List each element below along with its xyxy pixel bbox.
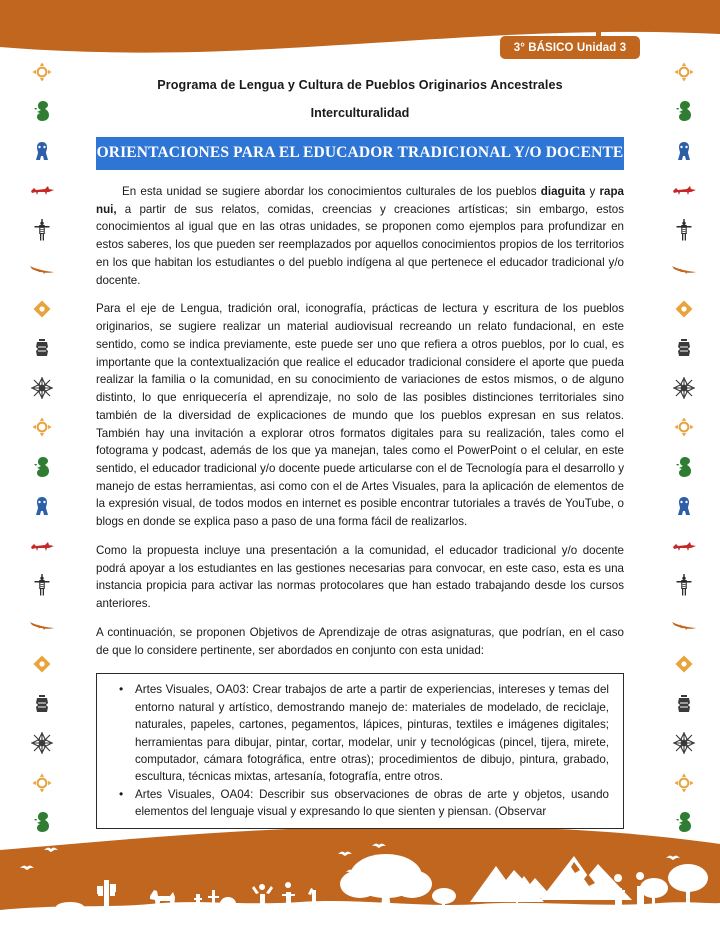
page-title: Programa de Lengua y Cultura de Pueblos Originarios Ancestrales [157, 78, 563, 92]
canoe-motif-icon [6, 605, 78, 645]
starburst-motif-icon [648, 724, 720, 764]
top-decorative-band [0, 0, 720, 70]
bird-motif-icon [648, 92, 720, 132]
figure-motif-icon [6, 487, 78, 527]
bird-motif-icon [6, 447, 78, 487]
diamond-motif-icon [6, 289, 78, 329]
list-item: • Artes Visuales, OA04: Describir sus observaciones de obras de arte y objetos, usando elementos del lenguaje visual y expresando lo que sienten y piensan. (Observar [135, 786, 609, 821]
fox-motif-icon [648, 171, 720, 211]
human-motif-icon [648, 210, 720, 250]
vessel-motif-icon [6, 329, 78, 369]
canoe-motif-icon [648, 250, 720, 290]
fox-motif-icon [6, 526, 78, 566]
people-rapa-nui: rapa nui, [96, 185, 624, 216]
diamond-motif-icon [648, 289, 720, 329]
starburst-motif-icon [6, 368, 78, 408]
people-diaguita: diaguita [540, 185, 586, 198]
bottom-landscape-band [0, 824, 720, 932]
paragraph-3: Como la propuesta incluye una presentación a la comunidad, el educador tradicional y/o docente podrá apoyar a los estudiantes en las gestiones necesarias para convocar, en este caso, esta es una instancia propicia para activar las normas protocolares que han estado trabajando desde los cursos anteriores. [96, 543, 624, 611]
sun-motif-icon [6, 408, 78, 448]
starburst-motif-icon [6, 724, 78, 764]
list-item: • Artes Visuales, OA03: Crear trabajos de arte a partir de experiencias, intereses y temas del entorno natural y artístico, demostrando manejo de: materiales de modelado, de reciclaje, naturales, papeles, cartones, pegamentos, lápices, pinturas, textiles e imágenes digitales; herramientas para dibujar, pintar, cortar, modelar, unir y tecnológicas (pincel, tijera, mirete, computador, cámara fotográfica, entre otras); procedimientos de dibujo, pintura, grabado, escultura, técnicas mixtas, artesanía, fotografía, entre otros. [135, 681, 609, 785]
sun-motif-icon [648, 408, 720, 448]
left-motif-column [6, 52, 78, 842]
document-content [96, 78, 624, 829]
bird-motif-icon [6, 92, 78, 132]
canoe-motif-icon [648, 605, 720, 645]
human-motif-icon [648, 566, 720, 606]
vessel-motif-icon [648, 684, 720, 724]
paragraph-1 [96, 183, 624, 289]
human-motif-icon [6, 210, 78, 250]
paragraph-1-part-a: En esta unidad se sugiere abordar los conocimientos culturales de los pueblos [122, 185, 541, 198]
paragraph-1-part-d: a partir de sus relatos, comidas, creencias y creaciones artísticas; sin embargo, estos conocimientos al igual que en las otras unidades, se proponen como ejemplos para profundizar en estos saberes, los que pueden ser reemplazados por aquellos conocimientos propios de los territorios en los que habitan los estudiantes o del pueblo indígena al que pertenece el educador tradicional y/o docente. [96, 202, 624, 287]
bird-motif-icon [648, 447, 720, 487]
vessel-motif-icon [648, 329, 720, 369]
fox-motif-icon [6, 171, 78, 211]
canoe-motif-icon [6, 250, 78, 290]
section-banner: ORIENTACIONES PARA EL EDUCADOR TRADICIONAL Y/O DOCENTE [96, 137, 624, 170]
paragraph-2: Para el eje de Lengua, tradición oral, iconografía, prácticas de lectura y escritura de los pueblos originarios, se sugiere realizar un material audiovisual recreando un relato fundacional, en este sentido, como se indica previamente, este puede ser uno que refiera a otros pueblos, por lo cual, es importante que la contextualización que realice el educador tradicional considere el aporte que pueda realizar la familia o la comunidad, en su conocimiento de variaciones de estos mismos, o de alguno distinto, lo que enriquecería el aprendizaje, no solo de las posibles distinciones territoriales sino también de la diversidad de explicaciones de mundo que los pueblos expresan en sus relatos. También hay una invitación a explorar otros formatos digitales para su realización, tales como el fotograma y podcast, además de los que ya manejan, tales como el PowerPoint o el celular, en este sentido, el educador tradicional y/o docente puede articularse con el de Tecnología para el desarrollo y manejo de estas herramientas, asi como con el de Artes Visuales, para la aplicación de elementos de la expresión visual, de todos modos en internet es posible encontrar tutoriales a través de YouTube, o blogs en donde se explica paso a paso de una forma fácil de realizarlos. [96, 302, 624, 529]
objectives-box [96, 673, 624, 829]
paragraph-4: A continuación, se proponen Objetivos de Aprendizaje de otras asignaturas, que podrían, en el caso de que lo considere pertinente, ser abordados en conjunto con esta unidad: [96, 625, 624, 657]
starburst-motif-icon [648, 368, 720, 408]
objectives-list [101, 681, 609, 820]
figure-motif-icon [6, 131, 78, 171]
fox-motif-icon [648, 526, 720, 566]
paragraph-1-part-c: y [585, 185, 600, 198]
sun-motif-icon [6, 763, 78, 803]
unit-badge: 3° BÁSICO Unidad 3 [500, 36, 640, 59]
figure-motif-icon [648, 487, 720, 527]
figure-motif-icon [648, 131, 720, 171]
right-motif-column [648, 52, 720, 842]
diamond-motif-icon [648, 645, 720, 685]
sun-motif-icon [648, 763, 720, 803]
diamond-motif-icon [6, 645, 78, 685]
vessel-motif-icon [6, 684, 78, 724]
page-subtitle: Interculturalidad [310, 106, 410, 120]
human-motif-icon [6, 566, 78, 606]
